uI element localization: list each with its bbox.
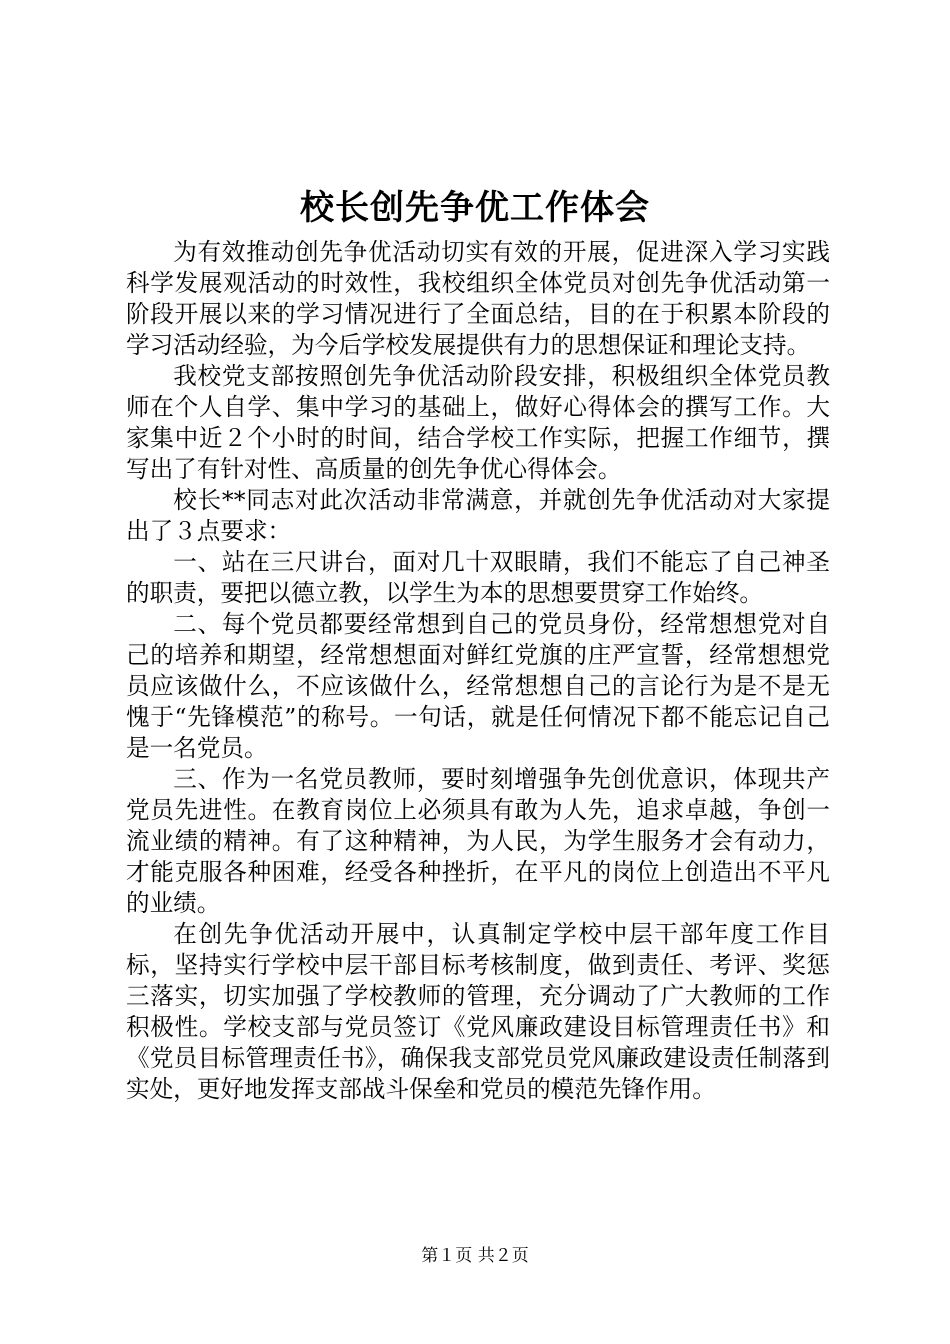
paragraph-1: 为有效推动创先争优活动切实有效的开展，促进深入学习实践科学发展观活动的时效性，我校组织全体党员对创先争优活动第一阶段开展以来的学习情况进行了全面总结，目的在于积累本阶段的学习活动经验，为今后学校发展提供有力的思想保证和理论支持。 xyxy=(126,238,830,359)
page-footer: 第１页 共２页 xyxy=(421,1246,529,1266)
paragraph-4: 一、站在三尺讲台，面对几十双眼睛，我们不能忘了自己神圣的职责，要把以德立教，以学生为本的思想要贯穿工作始终。 xyxy=(126,548,830,607)
paragraph-2: 我校党支部按照创先争优活动阶段安排，积极组织全体党员教师在个人自学、集中学习的基础上，做好心得体会的撰写工作。大家集中近２个小时的时间，结合学校工作实际，把握工作细节，撰写出了有针对性、高质量的创先争优心得体会。 xyxy=(126,362,830,483)
document-title: 校长创先争优工作体会 xyxy=(300,188,650,228)
paragraph-6: 三、作为一名党员教师，要时刻增强争先创优意识，体现共产党员先进性。在教育岗位上必须具有敢为人先，追求卓越，争创一流业绩的精神。有了这种精神，为人民，为学生服务才会有动力，才能克服各种困难，经受各种挫折，在平凡的岗位上创造出不平凡的业绩。 xyxy=(126,765,830,917)
paragraph-7: 在创先争优活动开展中，认真制定学校中层干部年度工作目标，坚持实行学校中层干部目标考核制度，做到责任、考评、奖惩三落实，切实加强了学校教师的管理，充分调动了广大教师的工作积极性。学校支部与党员签订《党风廉政建设目标管理责任书》和《党员目标管理责任书》，确保我支部党员党风廉政建设责任制落到实处，更好地发挥支部战斗保垒和党员的模范先锋作用。 xyxy=(126,920,830,1103)
document-body xyxy=(126,237,830,1105)
paragraph-3: 校长**同志对此次活动非常满意，并就创先争优活动对大家提出了３点要求： xyxy=(126,486,830,545)
paragraph-5: 二、每个党员都要经常想到自己的党员身份，经常想想党对自己的培养和期望，经常想想面对鲜红党旗的庄严宣誓，经常想想党员应该做什么，不应该做什么，经常想想自己的言论行为是不是无愧于“先锋模范”的称号。一句话，就是任何情况下都不能忘记自己是一名党员。 xyxy=(126,610,830,762)
